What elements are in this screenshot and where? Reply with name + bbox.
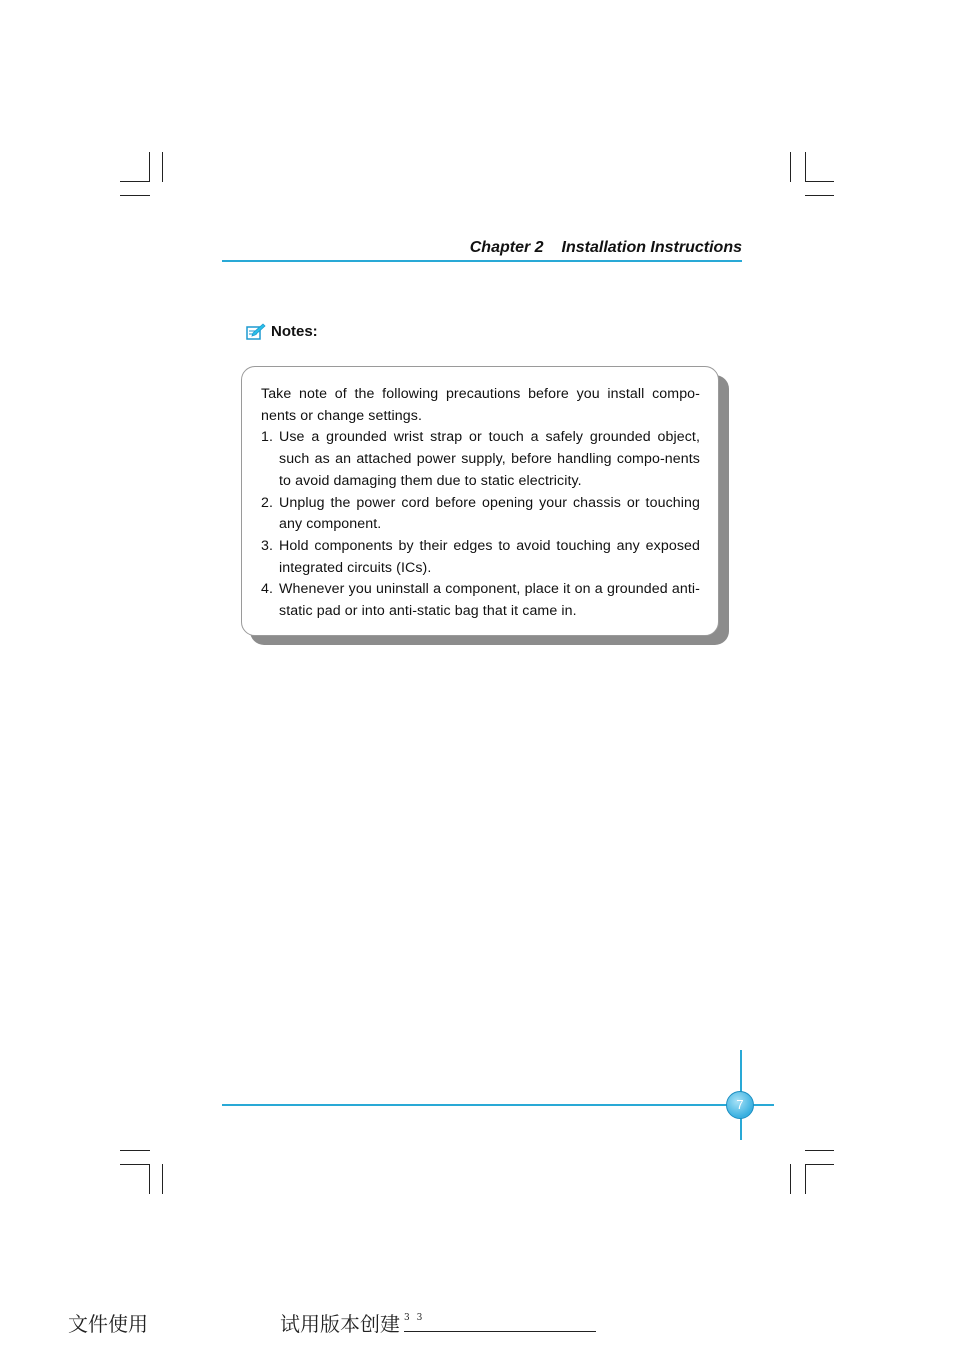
crop-mark [805,181,834,182]
notes-box [241,366,719,636]
crop-mark [120,195,150,196]
list-number: 3. [261,537,274,554]
precautions-list [261,427,700,622]
footer-rule [222,1104,774,1106]
list-text: Hold components by their edges to avoid touching any exposed integrated circuits (ICs). [279,537,700,576]
list-item [261,493,700,536]
crop-mark [149,152,150,182]
watermark-right: 试用版本创建 [280,1312,400,1336]
chapter-label: Chapter 2 [469,239,544,256]
notes-heading [246,322,318,340]
crop-mark [805,1164,834,1165]
page-number: 7 [726,1091,754,1119]
watermark-superscript: 3 3 [404,1313,425,1323]
watermark-underline [404,1331,596,1332]
header-rule [222,260,742,262]
notes-pencil-icon [246,322,266,340]
crop-mark [805,152,806,182]
crop-mark [805,195,834,196]
list-item [261,427,700,492]
crop-mark [120,1150,150,1151]
notes-label: Notes: [271,322,318,340]
crop-mark [790,1164,791,1194]
crop-mark [790,152,791,182]
list-item [261,536,700,579]
section-title: Installation Instructions [561,239,742,256]
list-text: Whenever you uninstall a component, place it on a grounded anti-static pad or into anti-static bag that it came in. [279,581,700,620]
list-text: Use a grounded wrist strap or touch a safely grounded object, such as an attached power supply, before handling compo-nents to avoid damaging them due to static electricity. [279,429,700,489]
crop-mark [162,152,163,182]
list-item [261,579,700,622]
list-number: 4. [261,581,274,598]
crop-mark [805,1164,806,1194]
crop-mark [162,1164,163,1194]
list-text: Unplug the power cord before opening your chassis or touching any component. [279,494,700,533]
crop-mark [149,1164,150,1194]
crop-mark [805,1150,834,1151]
watermark-left: 文件使用 [68,1312,148,1336]
crop-mark [120,1164,150,1165]
crop-mark [120,181,150,182]
chapter-header [222,239,742,257]
list-number: 1. [261,429,274,446]
list-number: 2. [261,494,274,511]
notes-intro: Take note of the following precautions before you install compo-nents or change settings. [261,386,700,424]
